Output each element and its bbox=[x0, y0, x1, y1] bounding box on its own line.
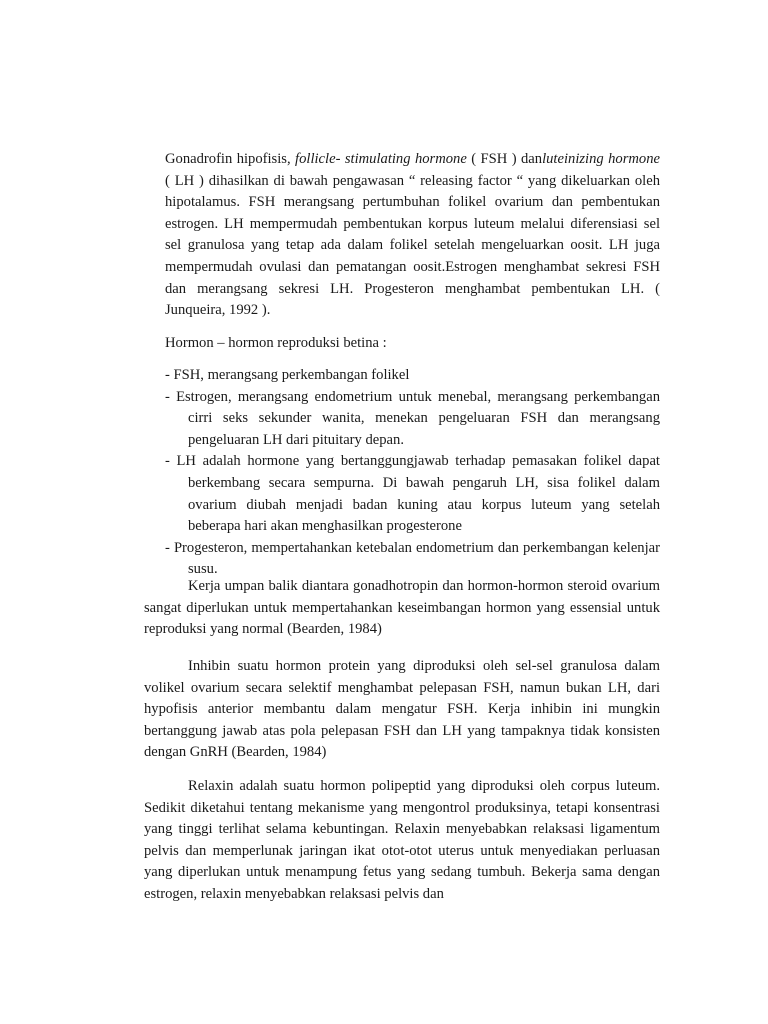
paragraph-relaxin: Relaxin adalah suatu hormon polipeptid yang diproduksi oleh corpus luteum. Sedikit diketahui tentang mekanisme yang mengontrol produksinya, tetapi konsentrasi yang tinggi terlihat selama kebuntingan. Relaxin menyebabkan relaksasi ligamentum pelvis dan memperlunak jaringan ikat otot-otot uterus untuk menyediakan perluasan yang diperlukan untuk menampung fetus yang sedang tumbuh. Bekerja sama dengan estrogen, relaxin menyebabkan relaksasi pelvis dan bbox=[144, 778, 660, 902]
text-span: Gonadrofin hipofisis, bbox=[165, 151, 296, 167]
list-item: - Progesteron, mempertahankan ketebalan endometrium dan perkembangan kelenjar susu. bbox=[165, 539, 660, 578]
text-span: ( FSH ) dan bbox=[466, 151, 543, 167]
paragraph-gonadotrofin bbox=[165, 149, 660, 322]
section-heading: Hormon – hormon reproduksi betina : bbox=[165, 335, 387, 351]
list-item: - FSH, merangsang perkembangan folikel bbox=[165, 367, 410, 383]
paragraph-inhibin: Inhibin suatu hormon protein yang diproduksi oleh sel-sel granulosa dalam volikel ovarium secara selektif menghambat pelepasan FSH, namun bukan LH, dari hypofisis anterior membantu dalam mengatur FSH. Kerja inhibin ini mungkin bertanggung jawab atas pola pelepasan FSH dan LH yang tampaknya tidak konsisten dengan GnRH (Bearden, 1984) bbox=[144, 658, 660, 761]
text-span: ( LH ) dihasilkan di bawah pengawasan “ releasing factor “ yang dikeluarkan oleh hipotalamus. FSH merangsang pertumbuhan folikel ovarium dan pembentukan estrogen. LH mempermudah pembentukan korpus luteum melalui diferensiasi sel sel granulosa yang tetap ada dalam folikel setelah mengeluarkan oosit. LH juga mempermudah ovulasi dan pematangan oosit.Estrogen menghambat sekresi FSH dan merangsang sekresi LH. Progesteron menghambat pembentukan LH. ( Junqueira, 1992 ). bbox=[165, 172, 660, 319]
list-item: - LH adalah hormone yang bertanggungjawab terhadap pemasakan folikel dapat berkembang secara sempurna. Di bawah pengaruh LH, sisa folikel dalam ovarium diubah menjadi badan kuning atau korpus luteum yang setelah beberapa hari akan menghasilkan progesterone bbox=[165, 453, 660, 535]
italic-term-lh: luteinizing hormone bbox=[542, 151, 660, 167]
italic-term-fsh: follicle- stimulating hormone bbox=[295, 151, 467, 167]
hormone-list bbox=[165, 365, 660, 581]
list-item: - Estrogen, merangsang endometrium untuk menebal, merangsang perkembangan cirri seks sekunder wanita, menekan pengeluaran FSH dan merangsang pengeluaran LH dari pituitary depan. bbox=[165, 388, 660, 448]
paragraph-kerja: Kerja umpan balik diantara gonadhotropin dan hormon-hormon steroid ovarium sangat diperlukan untuk mempertahankan keseimbangan hormon yang essensial untuk reproduksi yang normal (Bearden, 1984) bbox=[144, 578, 660, 638]
